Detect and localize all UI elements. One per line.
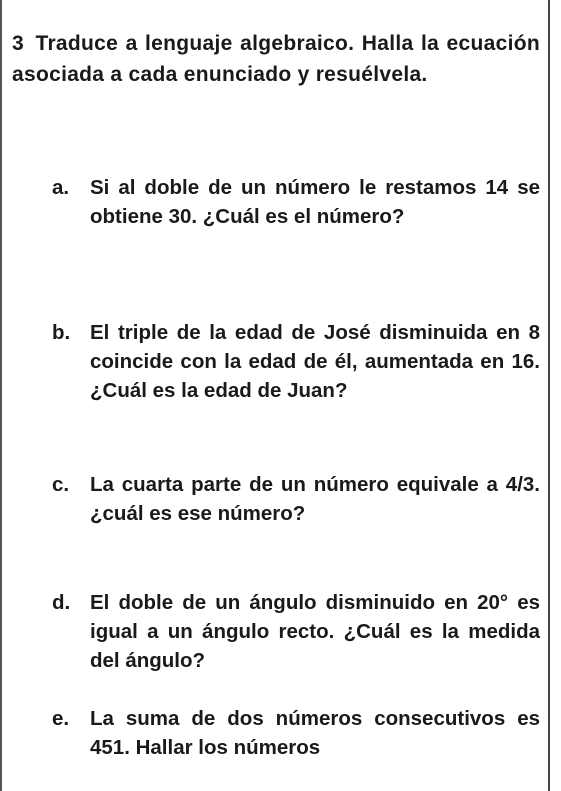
problem-item-a <box>52 173 540 231</box>
left-border <box>0 0 2 791</box>
exercise-number: 3 <box>12 32 24 55</box>
problem-letter: c. <box>52 473 70 496</box>
problem-text: El triple de la edad de José disminuida en 8 coincide con la edad de él, aumentada en 16. ¿Cuál es la edad de Juan? <box>90 321 540 402</box>
problem-item-b <box>52 318 540 405</box>
problem-text: La suma de dos números consecutivos es 451. Hallar los números <box>90 707 540 759</box>
problem-letter: d. <box>52 591 71 614</box>
problem-item-d <box>52 588 540 675</box>
problem-text: La cuarta parte de un número equivale a 4/3. ¿cuál es ese número? <box>90 473 540 525</box>
problem-item-c <box>52 470 540 528</box>
exercise-header <box>12 28 540 90</box>
problem-text: Si al doble de un número le restamos 14 se obtiene 30. ¿Cuál es el número? <box>90 176 540 228</box>
right-border <box>548 0 550 791</box>
problem-item-e <box>52 704 540 762</box>
problem-letter: a. <box>52 176 70 199</box>
exercise-instruction: Traduce a lenguaje algebraico. Halla la ecuación asociada a cada enunciado y resuélvela. <box>12 32 540 86</box>
problem-letter: b. <box>52 321 71 344</box>
problem-text: El doble de un ángulo disminuido en 20° es igual a un ángulo recto. ¿Cuál es la medida del ángulo? <box>90 591 540 672</box>
problem-letter: e. <box>52 707 70 730</box>
